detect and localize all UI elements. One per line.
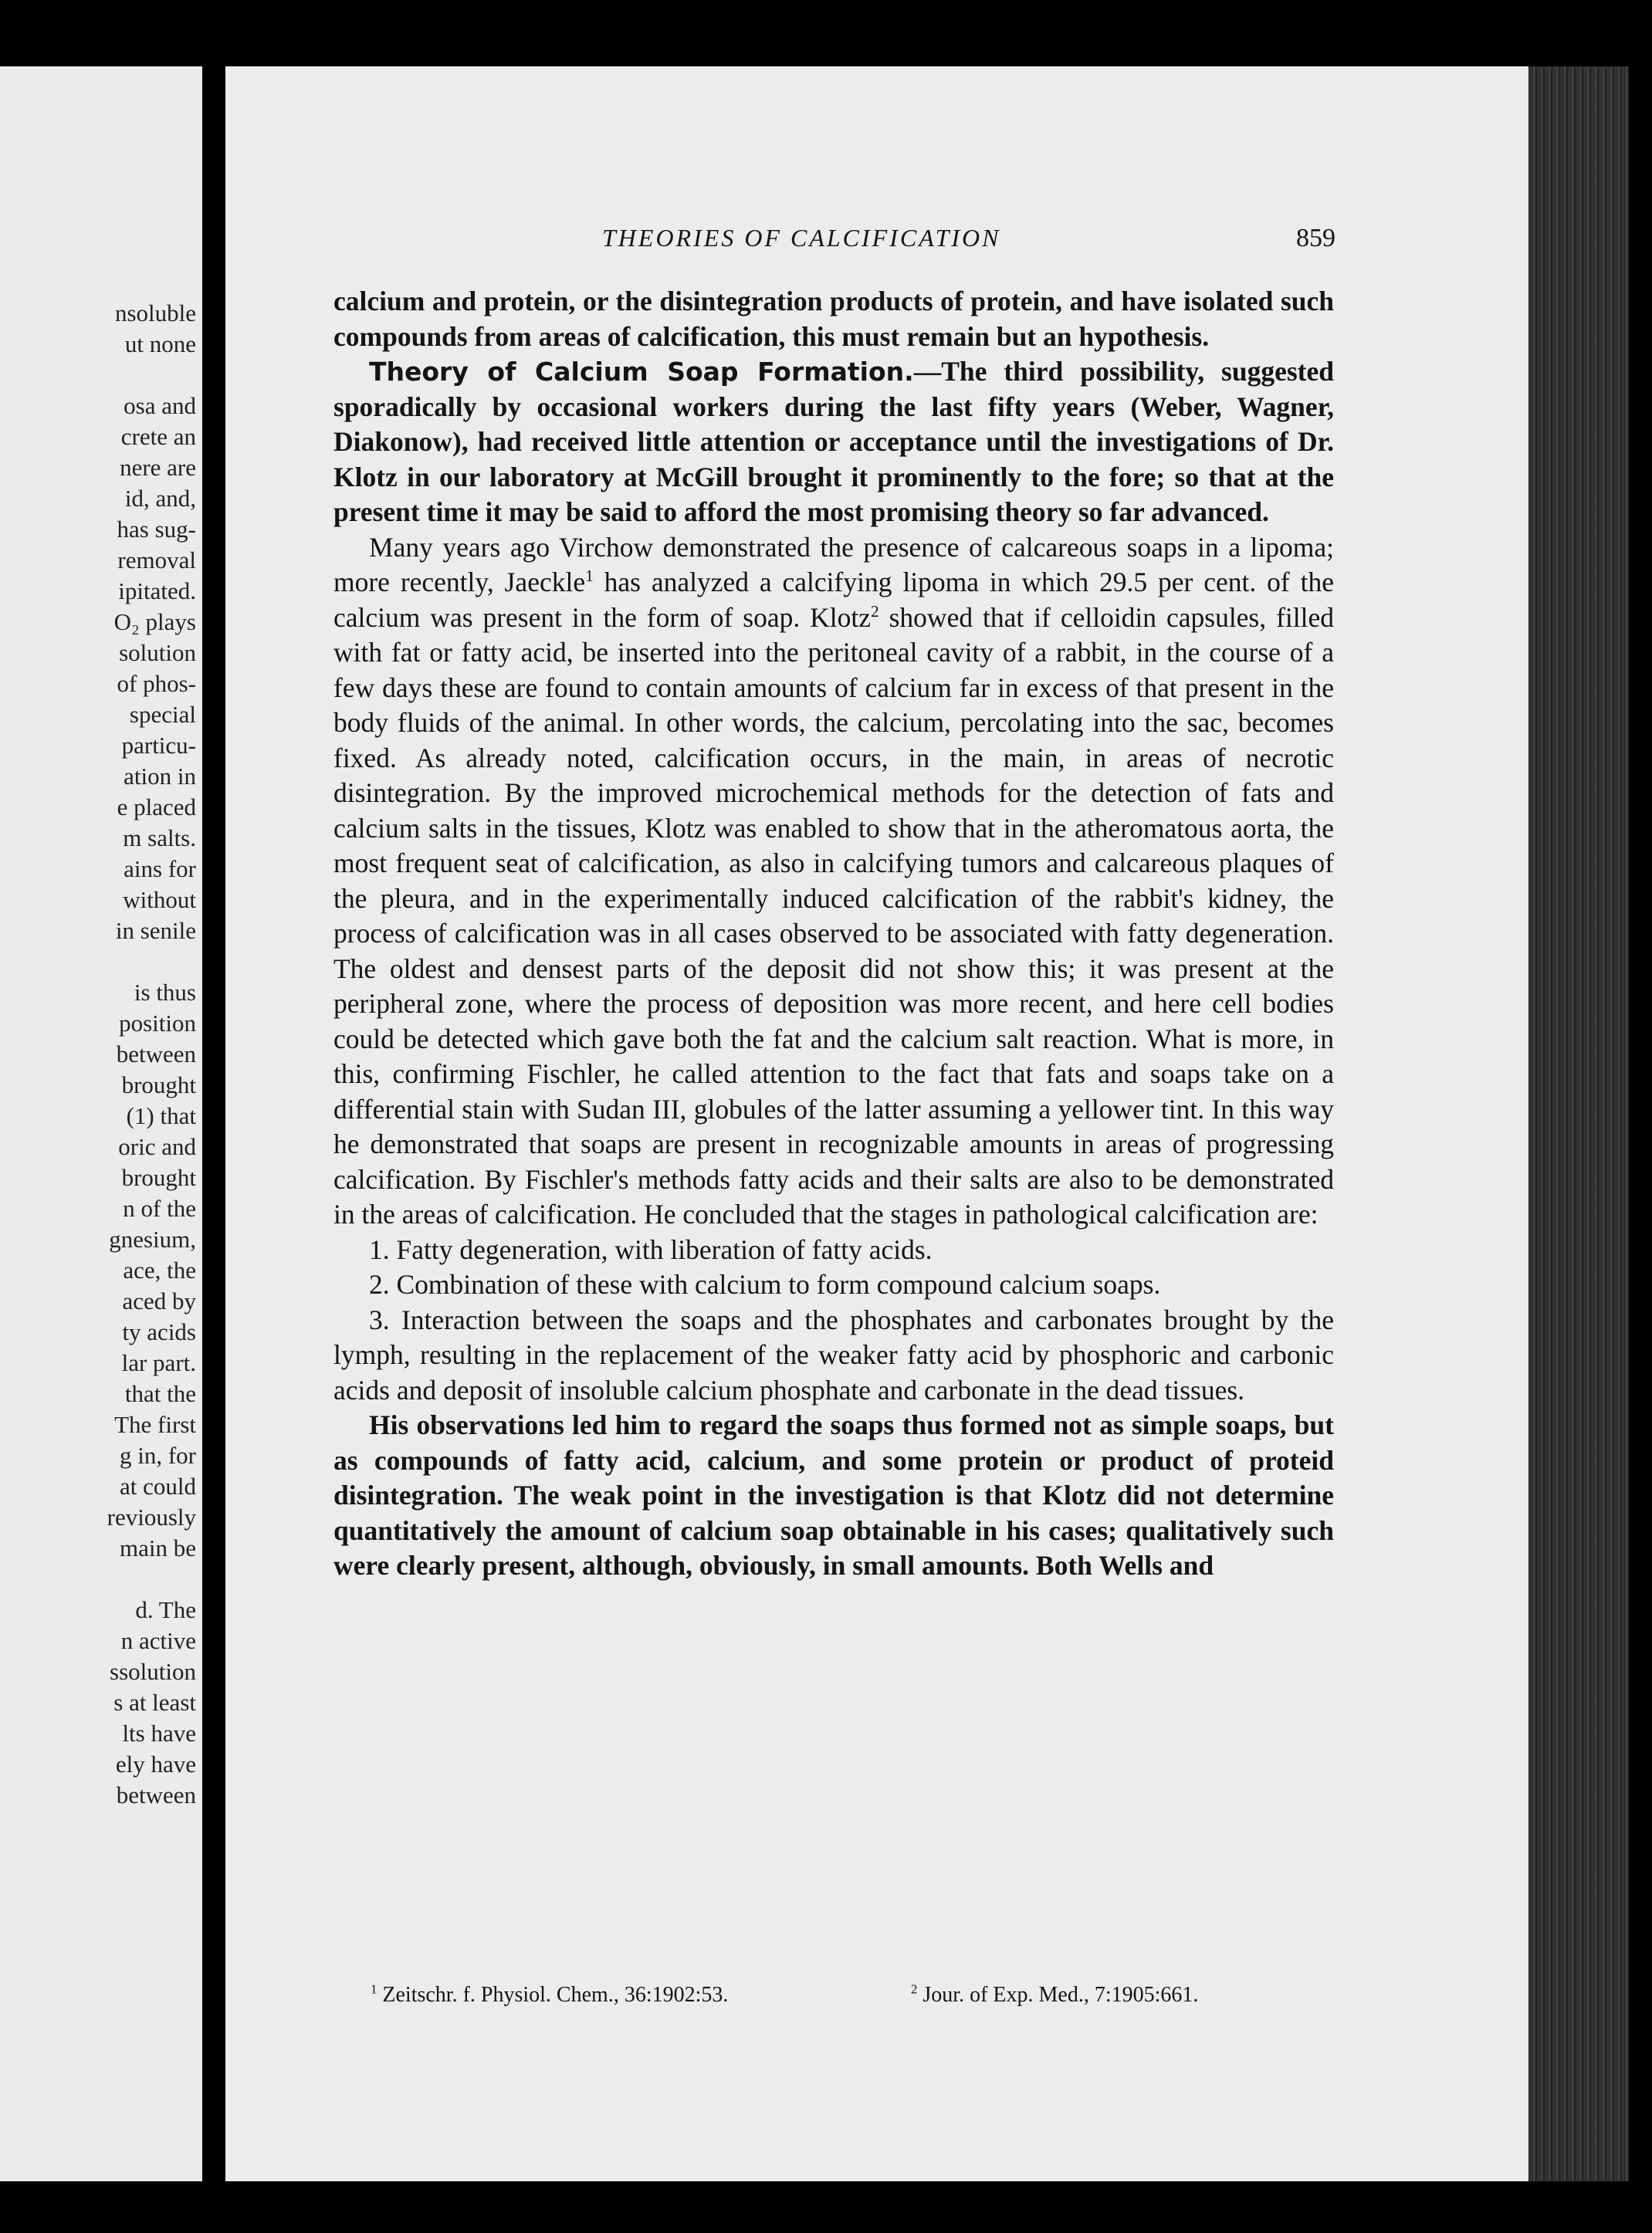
left-page-line: osa and bbox=[124, 392, 196, 419]
left-page-line: solution bbox=[119, 639, 196, 666]
page-edge bbox=[1528, 66, 1629, 2181]
footnote-text: Zeitschr. f. Physiol. Chem., 36:1902:53. bbox=[377, 1983, 729, 2007]
left-page-line: gnesium, bbox=[109, 1226, 196, 1253]
paragraph-calcium-soap-theory bbox=[333, 354, 1334, 530]
left-page-line: ation in bbox=[124, 763, 196, 790]
paragraph-text: has analyzed a calcifying lipoma in which 29.5 per cent. of the calcium was present in the form of soap. Klotz bbox=[333, 567, 1334, 633]
running-header bbox=[602, 224, 1335, 262]
left-page-line: ty acids bbox=[122, 1318, 196, 1345]
paragraph-observations: His observations led him to regard the soaps thus formed not as simple soaps, but as compounds of fatty acid, calcium, and some protein or product of proteid disintegration. The weak point in the investigation is that Klotz did not determine quantitatively the amount of calcium soap obtainable in his cases; qualitatively such were clearly present, although, obviously, in small amounts. Both Wells and bbox=[333, 1409, 1334, 1581]
left-page-line: n of the bbox=[123, 1195, 196, 1222]
line-gap bbox=[3, 360, 196, 391]
left-page-line: between bbox=[116, 1040, 196, 1067]
left-page-line: oric and bbox=[118, 1133, 196, 1160]
left-page-line: crete an bbox=[120, 423, 196, 450]
footnote-mark: 2 bbox=[911, 1981, 918, 1997]
paragraph-text: showed that if celloidin capsules, filled with fat or fatty acid, be inserted into the peritoneal cavity of a rabbit, in the course of a few days these are found to contain amounts of calcium far in excess of that present in the body fluids of the animal. In other words, the calcium, percolating into the sac, becomes fixed. As already noted, calcification occurs, in the main, in areas of necrotic disintegration. By the improved microchemical methods for the detection of fats and calcium salts in the tissues, Klotz was enabled to show that in the atheromatous aorta, the most frequent seat of calcification, as also in calcifying tumors and calcareous plaques of the pleura, and in the experimentally induced calcification of the rabbit's kidney, the process of calcification was in all cases observed to be associated with fatty degeneration. The oldest and densest parts of the deposit did not show this; it was present at the peripheral zone, where the process of deposition was more recent, and here cell bodies could be detected which gave both the fat and the calcium salt reaction. What is more, in this, confirming Fischler, he called attention to the fact that fats and soaps take on a differential stain with Sudan III, globules of the latter assuming a yellower tint. In this way he demonstrated that soaps are present in recognizable amounts in areas of progressing calcification. By Fischler's methods fatty acids and their salts are also to be demonstrated in the areas of calcification. He concluded that the stages in pathological calcification are: bbox=[333, 601, 1334, 1230]
left-page-line: O₂ plays bbox=[113, 608, 196, 635]
left-page-line: that the bbox=[124, 1380, 196, 1407]
left-page-line: ains for bbox=[124, 855, 196, 882]
left-page-line: special bbox=[129, 701, 196, 728]
book-gutter bbox=[202, 0, 225, 2233]
left-page-line: at could bbox=[120, 1473, 196, 1500]
left-page-line: brought bbox=[121, 1164, 196, 1191]
left-page-line: of phos- bbox=[117, 670, 196, 697]
line-gap bbox=[3, 1564, 196, 1595]
left-page-line: nere are bbox=[120, 454, 196, 481]
left-page-line: reviously bbox=[107, 1504, 196, 1531]
footnote-mark: 1 bbox=[371, 1981, 377, 1997]
left-page-line: s at least bbox=[113, 1689, 196, 1716]
left-page-line: ely have bbox=[115, 1751, 196, 1778]
left-page-line: main be bbox=[120, 1534, 196, 1561]
left-page-text bbox=[3, 298, 196, 1811]
left-page-line: lts have bbox=[122, 1720, 196, 1747]
left-page-line: removal bbox=[117, 546, 196, 573]
left-page-line: ssolution bbox=[110, 1658, 196, 1685]
footnote-text: Jour. of Exp. Med., 7:1905:661. bbox=[917, 1983, 1199, 2007]
footnotes bbox=[371, 1983, 1343, 2014]
header-title: THEORIES OF CALCIFICATION bbox=[602, 224, 1001, 252]
left-page-line: lar part. bbox=[121, 1349, 196, 1376]
left-page-line: ut none bbox=[124, 330, 196, 357]
footnote-ref: 2 bbox=[871, 601, 879, 621]
left-page-line: (1) that bbox=[126, 1102, 196, 1129]
left-page-line: nsoluble bbox=[114, 299, 196, 326]
left-page-line: e placed bbox=[117, 793, 196, 820]
paragraph-virchow-klotz bbox=[333, 530, 1334, 1233]
list-item: 1. Fatty degeneration, with liberation of fatty acids. bbox=[369, 1233, 933, 1265]
left-page-line: id, and, bbox=[124, 485, 196, 512]
left-page-line: without bbox=[123, 886, 196, 913]
left-page-line: aced by bbox=[122, 1287, 196, 1314]
left-page-line: brought bbox=[121, 1071, 196, 1098]
footnote bbox=[371, 1983, 728, 2008]
footnote bbox=[911, 1983, 1198, 2008]
left-page-line: between bbox=[116, 1781, 196, 1808]
footnote-ref: 1 bbox=[585, 567, 594, 586]
page-number: 859 bbox=[1296, 224, 1335, 252]
left-page-line: particu- bbox=[121, 732, 196, 759]
left-page bbox=[0, 66, 202, 2181]
left-page-line: g in, for bbox=[119, 1442, 196, 1469]
section-heading: Theory of Calcium Soap Formation. bbox=[369, 357, 914, 387]
left-page-line: position bbox=[119, 1010, 196, 1037]
left-page-line: ipitated. bbox=[118, 577, 196, 604]
left-page-line: m salts. bbox=[123, 824, 196, 851]
left-page-line: has sug- bbox=[117, 516, 196, 543]
left-page-line: is thus bbox=[134, 979, 196, 1006]
left-page-line: The first bbox=[114, 1411, 196, 1438]
left-page-line: n active bbox=[120, 1627, 196, 1654]
paragraph-continuation: calcium and protein, or the disintegration products of protein, and have isolated such compounds from areas of calcification, this must remain but an hypothesis. bbox=[333, 286, 1334, 352]
paragraph-text: Many years ago Virchow demonstrated the presence of calcareous soaps in a lipoma; more recently, Jaeckle bbox=[333, 531, 1334, 597]
body-text bbox=[333, 284, 1334, 1584]
list-item: 2. Combination of these with calcium to form compound calcium soaps. bbox=[369, 1269, 1161, 1300]
left-page-line: d. The bbox=[135, 1596, 196, 1623]
list-item: 3. Interaction between the soaps and the phosphates and carbonates brought by the lymph, resulting in the replacement of the weaker fatty acid by phosphoric and carbonic acids and deposit of insoluble calcium phosphate and carbonate in the dead tissues. bbox=[333, 1304, 1334, 1406]
left-page-line: ace, the bbox=[123, 1257, 196, 1284]
line-gap bbox=[3, 946, 196, 977]
left-page-line: in senile bbox=[115, 917, 196, 944]
paragraph-text: —The third possibility, suggested sporadically by occasional workers during the last fifty years (Weber, Wagner, Diakonow), had received little attention or acceptance until the investigations of Dr. Klotz in our laboratory at McGill brought it prominently to the fore; so that at the present time it may be said to afford the most promising theory so far advanced. bbox=[333, 356, 1334, 527]
